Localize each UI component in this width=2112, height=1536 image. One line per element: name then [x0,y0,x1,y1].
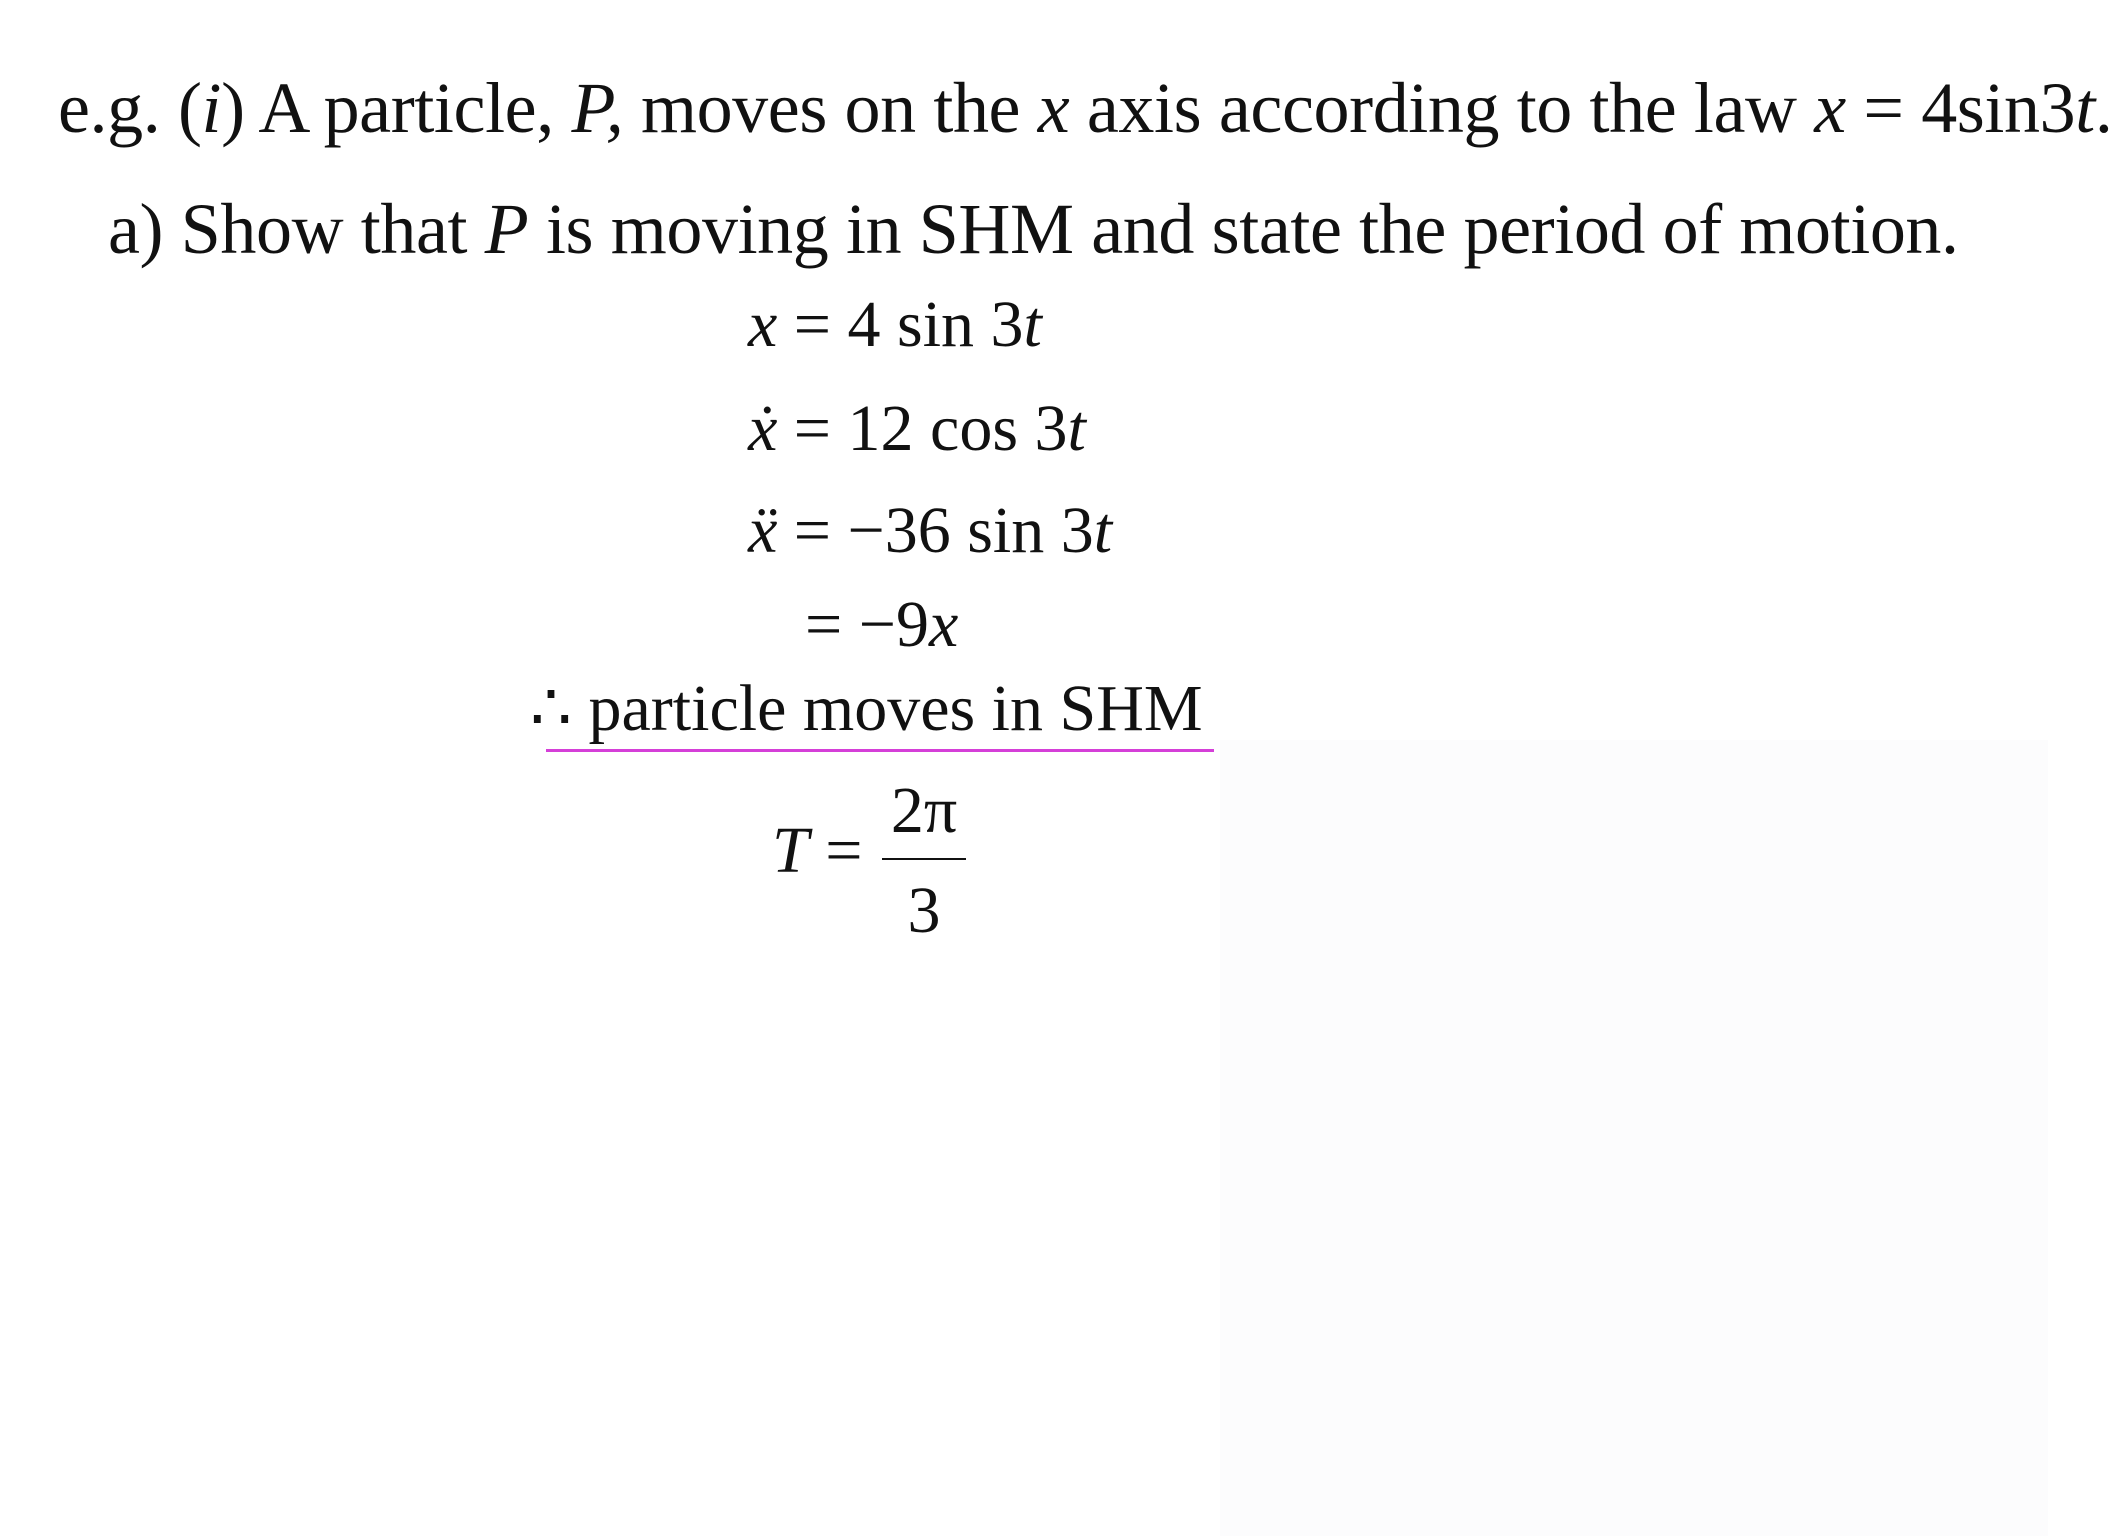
background-panel [1220,740,2048,1536]
equation-position-lhs: x [748,288,778,361]
problem-statement [58,68,2112,148]
equation-velocity [748,392,1086,465]
therefore-symbol: ∴ [530,672,572,745]
problem-prefix: e.g. ( [58,68,202,148]
period-denominator: 3 [907,874,941,947]
problem-numeral: i [201,68,222,148]
equation-shm-rhs: = −9 [805,588,929,661]
equation-shm-form [805,588,959,661]
equation-position-t: t [1023,288,1042,361]
problem-end: . [2094,68,2112,148]
equation-velocity-rhs: = 12 cos 3 [777,392,1068,465]
axis-variable: x [1037,68,1070,148]
law-variable: x [1814,68,1846,148]
fraction-bar [882,858,966,860]
problem-text-a: ) A particle, [221,68,572,148]
conclusion-text: particle moves in SHM [572,672,1203,745]
period-numerator: 2π [890,774,958,847]
law-time-variable: t [2075,68,2095,148]
problem-text-c: axis according to the law [1069,68,1815,148]
period-equation-lhs [772,814,863,887]
equation-acceleration-rhs: = −36 sin 3 [777,494,1094,567]
equation-position [748,288,1042,361]
equation-velocity-t: t [1067,392,1086,465]
equation-acceleration-lhs: ẍ [748,494,778,567]
period-symbol: T [772,814,809,887]
period-equals: = [808,814,863,887]
conclusion-line [530,672,1203,745]
conclusion-underline [546,749,1214,752]
equation-velocity-lhs: ẋ [748,392,778,465]
part-a-question [108,189,1959,269]
part-a-start: a) Show that [108,189,485,269]
problem-text-b: moves on the [623,68,1038,148]
part-a-end: is moving in SHM and state the period of motion. [528,189,1959,269]
equation-position-rhs: = 4 sin 3 [777,288,1024,361]
law-equation: = 4sin3 [1845,68,2076,148]
part-a-variable: P [484,189,529,269]
particle-variable: P, [571,68,624,148]
equation-shm-x: x [928,588,959,661]
period-fraction [882,772,966,950]
equation-acceleration-t: t [1093,494,1113,567]
equation-acceleration [748,494,1113,567]
